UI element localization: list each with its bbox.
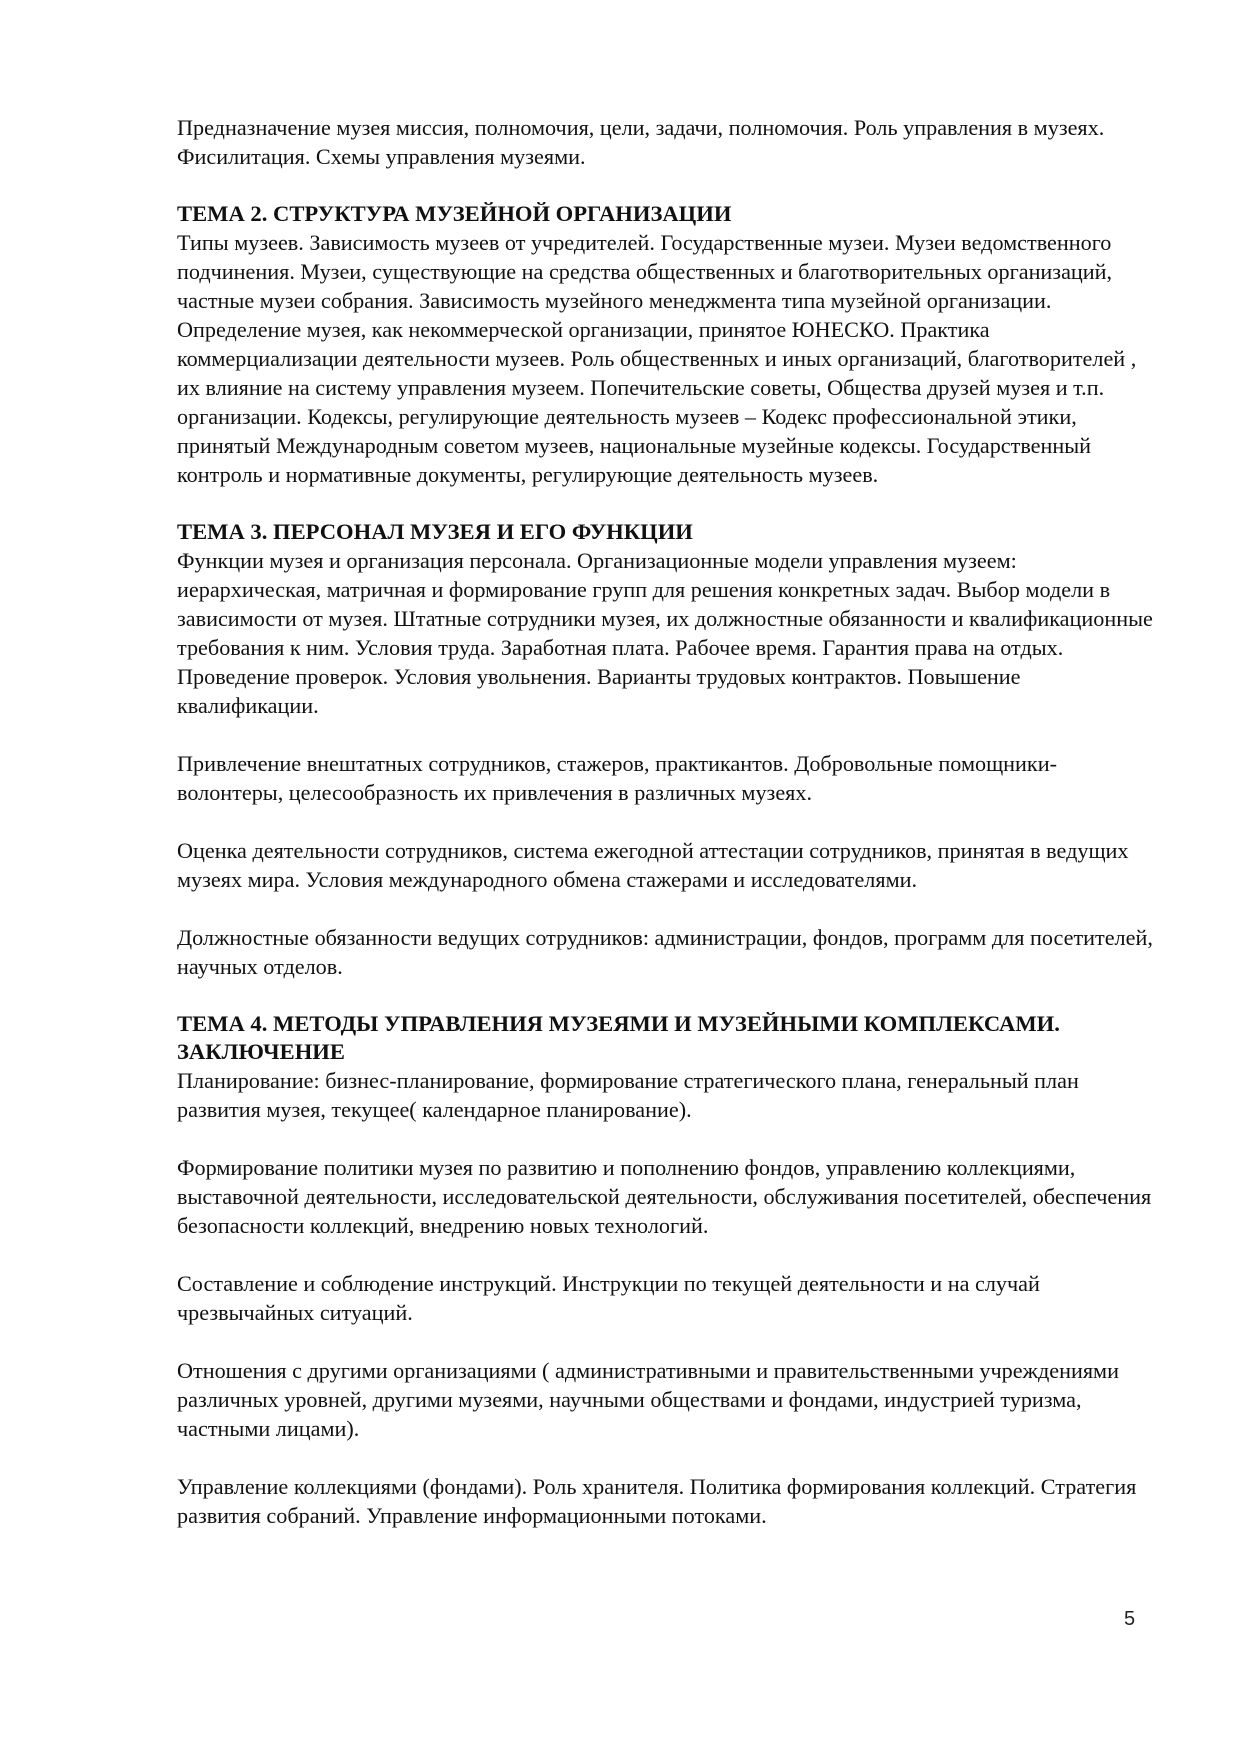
section-4-heading: ТЕМА 4. МЕТОДЫ УПРАВЛЕНИЯ МУЗЕЯМИ И МУЗЕЙНЫМИ КОМПЛЕКСАМИ. ЗАКЛЮЧЕНИЕ bbox=[177, 1011, 1060, 1064]
intro-paragraph: Предназначение музея миссия, полномочия, цели, задачи, полномочия. Роль управления в музеях. Фисилитация. Схемы управления музеями. bbox=[177, 115, 1105, 169]
spacer bbox=[177, 894, 1157, 923]
spacer bbox=[177, 489, 1157, 518]
section-3-heading: ТЕМА 3. ПЕРСОНАЛ МУЗЕЯ И ЕГО ФУНКЦИИ bbox=[177, 519, 693, 544]
spacer bbox=[177, 1124, 1157, 1153]
section-4-paragraph-5: Управление коллекциями (фондами). Роль хранителя. Политика формирования коллекций. Стратегия развития собраний. Управление информационными потоками. bbox=[177, 1474, 1137, 1528]
section-4-paragraph-2: Формирование политики музея по развитию и пополнению фондов, управлению коллекциями, выставочной деятельности, исследовательской деятельности, обслуживания посетителей, обеспечения безопасности коллекций, внедрению новых технологий. bbox=[177, 1155, 1152, 1238]
spacer bbox=[177, 981, 1157, 1010]
section-2-paragraph-1: Типы музеев. Зависимость музеев от учредителей. Государственные музеи. Музеи ведомственного подчинения. Музеи, существующие на средства общественных и благотворительных организаций, частные музеи собрания. Зависимость музейного менеджмента типа музейной организации. Определение музея, как некоммерческой организации, принятое ЮНЕСКО. Практика коммерциализации деятельности музеев. Роль общественных и иных организаций, благотворителей , их влияние на систему управления музеем. Попечительские советы, Общества друзей музея и т.п. организации. Кодексы, регулирующие деятельность музеев – Кодекс профессиональной этики, принятый Международным советом музеев, национальные музейные кодексы. Государственный контроль и нормативные документы, регулирующие деятельность музеев. bbox=[177, 230, 1137, 487]
spacer bbox=[177, 1327, 1157, 1356]
section-3-paragraph-1: Функции музея и организация персонала. Организационные модели управления музеем: иерархическая, матричная и формирование групп для решения конкретных задач. Выбор модели в зависимости от музея. Штатные сотрудники музея, их должностные обязанности и квалификационные требования к ним. Условия труда. Заработная плата. Рабочее время. Гарантия права на отдых. Проведение проверок. Условия увольнения. Варианты трудовых контрактов. Повышение квалификации. bbox=[177, 548, 1153, 718]
section-3-paragraph-3: Оценка деятельности сотрудников, система ежегодной аттестации сотрудников, принятая в ведущих музеях мира. Условия международного обмена стажерами и исследователями. bbox=[177, 838, 1129, 892]
section-3-paragraph-2: Привлечение внештатных сотрудников, стажеров, практикантов. Добровольные помощники-волонтеры, целесообразность их привлечения в различных музеях. bbox=[177, 751, 1057, 805]
section-4-paragraph-3: Составление и соблюдение инструкций. Инструкции по текущей деятельности и на случай чрезвычайных ситуаций. bbox=[177, 1271, 1040, 1325]
page-number: 5 bbox=[1124, 1608, 1136, 1630]
document-page bbox=[177, 113, 1157, 1530]
section-2-heading: ТЕМА 2. СТРУКТУРА МУЗЕЙНОЙ ОРГАНИЗАЦИИ bbox=[177, 201, 732, 226]
spacer bbox=[177, 807, 1157, 836]
section-4-paragraph-1: Планирование: бизнес-планирование, формирование стратегического плана, генеральный план развития музея, текущее( календарное планирование). bbox=[177, 1068, 1079, 1122]
spacer bbox=[177, 720, 1157, 749]
spacer bbox=[177, 1443, 1157, 1472]
spacer bbox=[177, 1240, 1157, 1269]
section-4-paragraph-4: Отношения с другими организациями ( административными и правительственными учреждениями различных уровней, другими музеями, научными обществами и фондами, индустрией туризма, частными лицами). bbox=[177, 1358, 1119, 1441]
spacer bbox=[177, 171, 1157, 200]
section-3-paragraph-4: Должностные обязанности ведущих сотрудников: администрации, фондов, программ для посетителей, научных отделов. bbox=[177, 925, 1153, 979]
